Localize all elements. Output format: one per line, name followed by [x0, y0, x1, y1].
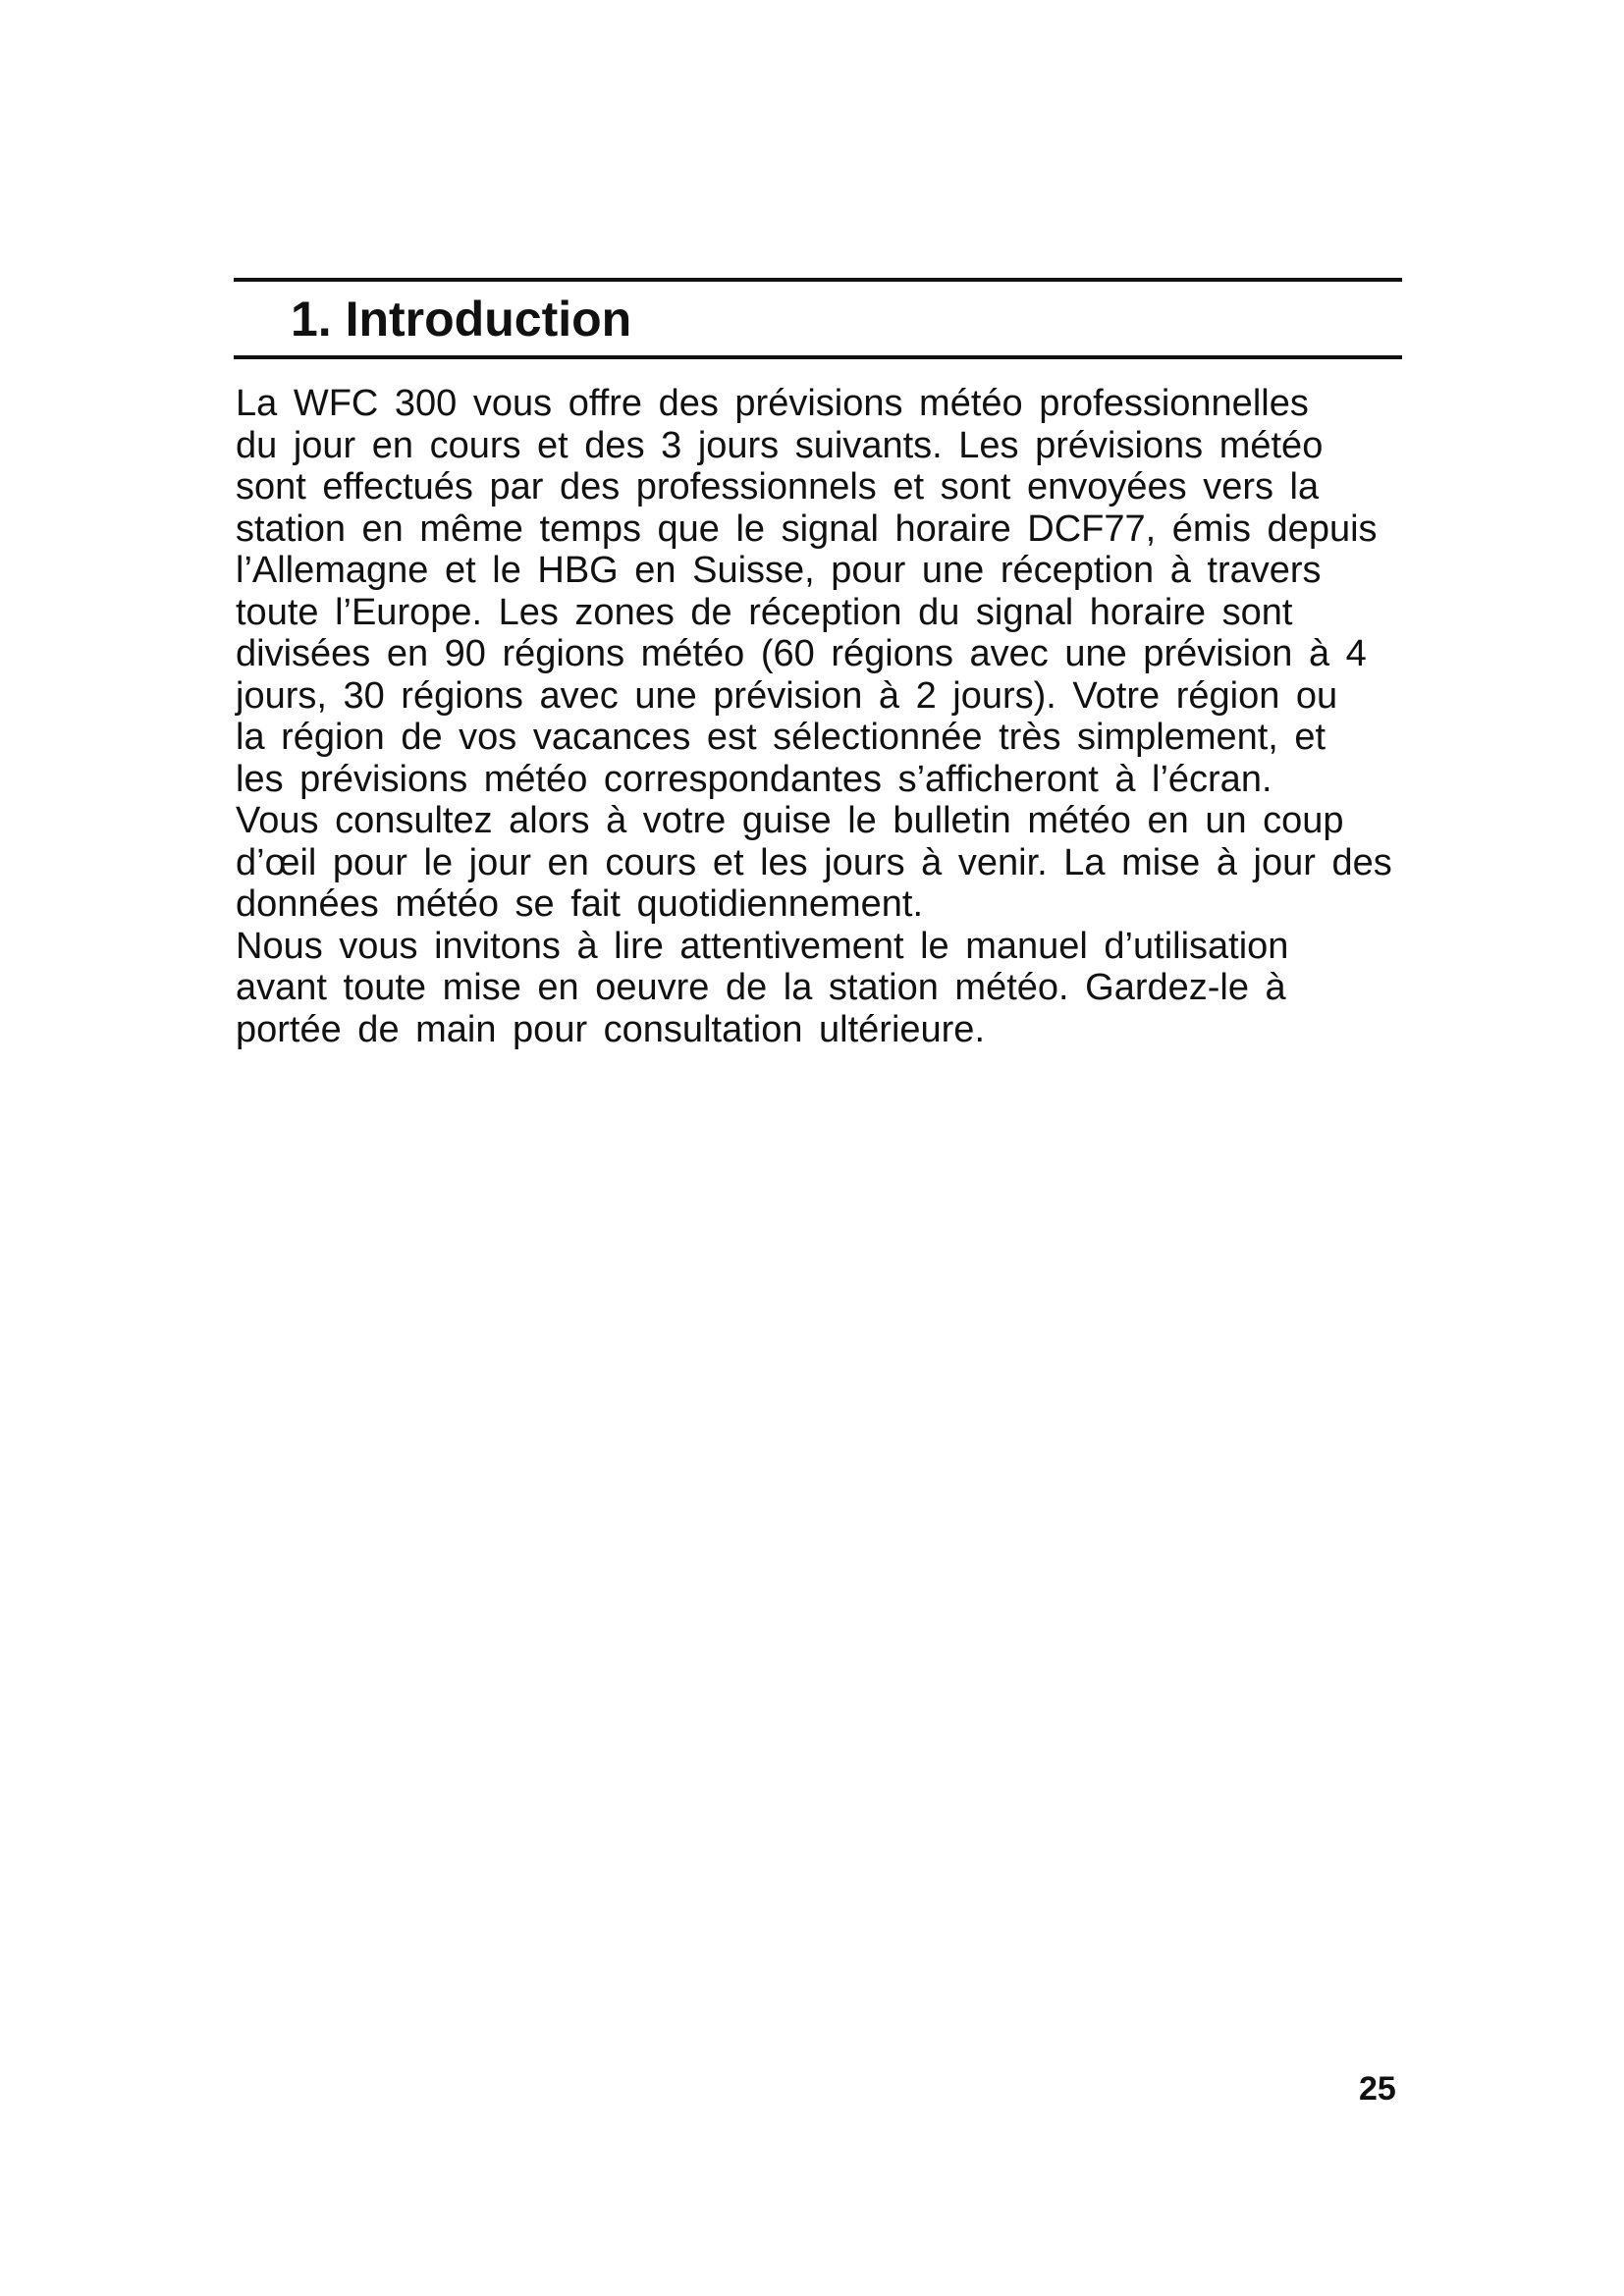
body-line: sont effectués par des professionnels et sont envoyées vers la	[236, 466, 1320, 507]
body-line: d’œil pour le jour en cours et les jours à venir. La mise à jour des	[236, 841, 1392, 883]
title-bottom-rule	[234, 355, 1402, 359]
body-line: Vous consultez alors à votre guise le bulletin météo en un coup	[236, 800, 1344, 841]
body-paragraph	[236, 383, 1591, 1050]
page-number: 25	[1359, 2070, 1396, 2108]
body-line: divisées en 90 régions météo (60 régions avec une prévision à 4	[236, 633, 1367, 674]
body-line: du jour en cours et des 3 jours suivants. Les prévisions météo	[236, 424, 1324, 466]
body-line: avant toute mise en oeuvre de la station météo. Gardez-le à	[236, 967, 1286, 1008]
body-line: la région de vos vacances est sélectionnée très simplement, et	[236, 717, 1326, 758]
body-line: portée de main pour consultation ultérieure.	[236, 1008, 986, 1050]
body-line: toute l’Europe. Les zones de réception du signal horaire sont	[236, 591, 1293, 633]
title-top-rule	[234, 278, 1402, 282]
body-line: les prévisions météo correspondantes s’afficheront à l’écran.	[236, 758, 1272, 800]
body-line: jours, 30 régions avec une prévision à 2 jours). Votre région ou	[236, 674, 1338, 717]
body-line: l’Allemagne et le HBG en Suisse, pour une réception à travers	[236, 550, 1322, 591]
body-line: données météo se fait quotidiennement.	[236, 883, 924, 925]
body-line: station en même temps que le signal horaire DCF77, émis depuis	[236, 507, 1378, 550]
section-title: 1. Introduction	[291, 292, 632, 347]
body-line: La WFC 300 vous offre des prévisions météo professionnelles	[236, 383, 1309, 424]
body-line: Nous vous invitons à lire attentivement le manuel d’utilisation	[236, 925, 1289, 967]
